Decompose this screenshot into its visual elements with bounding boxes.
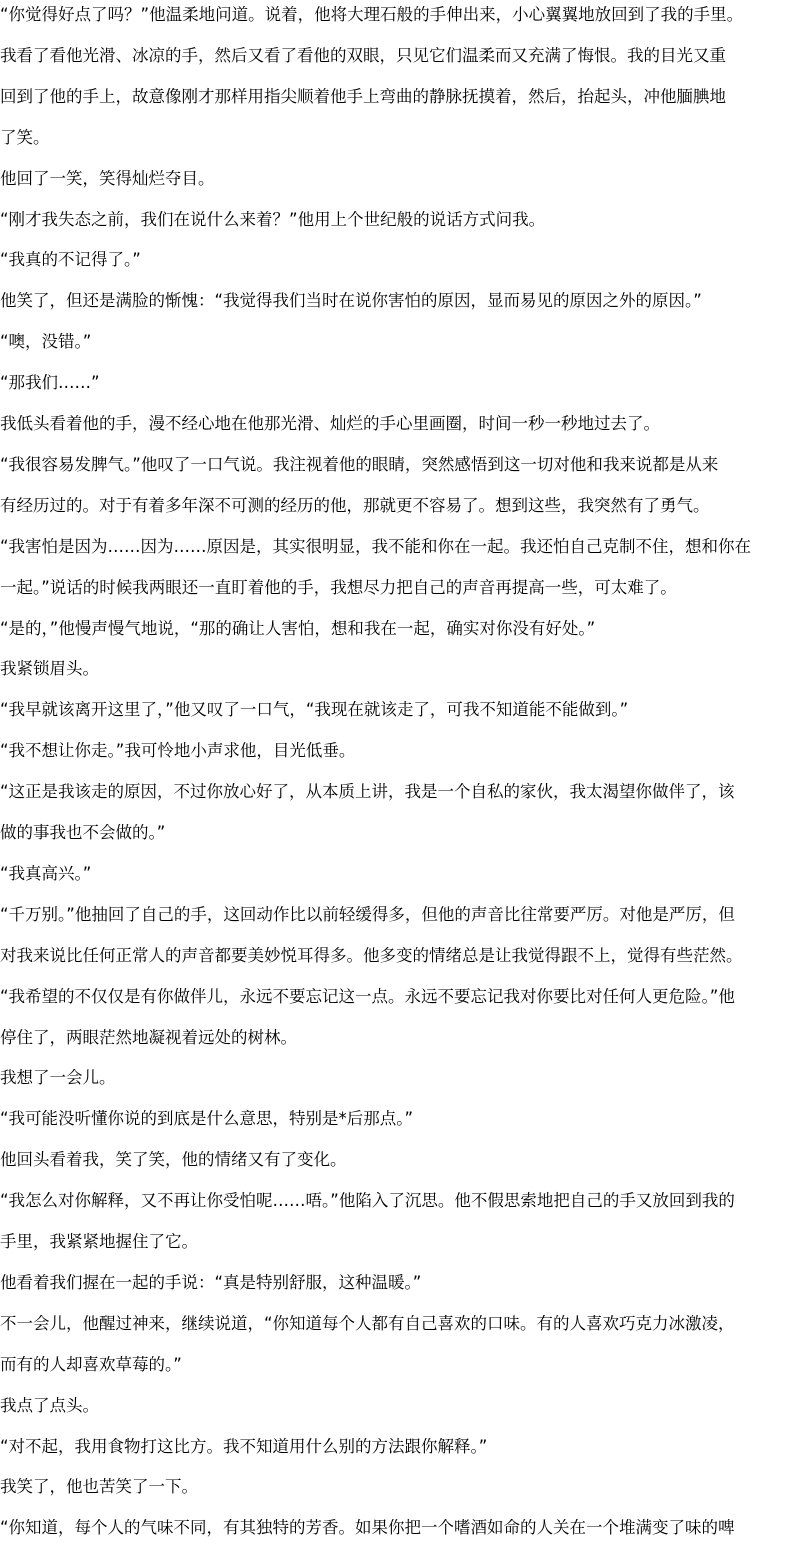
text-line: “这正是我该走的原因，不过你放心好了，从本质上讲，我是一个自私的家伙，我太渴望你做伴了，该 xyxy=(0,782,735,802)
text-line: “我早就该离开这里了，”他又叹了一口气，“我现在就该走了，可我不知道能不能做到。” xyxy=(0,700,629,720)
text-line: “那我们……” xyxy=(0,373,100,393)
text-line: “我希望的不仅仅是有你做伴儿，永远不要忘记这一点。永远不要忘记我对你要比对任何人更危险。”他 xyxy=(0,986,735,1006)
text-line: 做的事我也不会做的。” xyxy=(0,823,166,842)
text-line: 我点了点头。 xyxy=(0,1395,99,1415)
text-line: 他笑了，但还是满脸的惭愧：“我觉得我们当时在说你害怕的原因，显而易见的原因之外的原因。” xyxy=(0,291,702,311)
text-line: “噢，没错。” xyxy=(0,332,92,352)
text-line: 而有的人却喜欢草莓的。” xyxy=(0,1354,182,1374)
text-line: 他回了一笑，笑得灿烂夺目。 xyxy=(0,168,215,188)
text-line: “我可能没听懂你说的到底是什么意思，特别是*后那点。” xyxy=(0,1109,414,1129)
text-line: “刚才我失态之前，我们在说什么来着？”他用上个世纪般的说话方式问我。 xyxy=(0,209,546,229)
text-line: 我想了一会儿。 xyxy=(0,1068,116,1088)
text-line: “我真的不记得了。” xyxy=(0,250,141,270)
text-line: 一起。”说话的时候我两眼还一直盯着他的手，我想尽力把自己的声音再提高一些，可太难了。 xyxy=(0,577,677,597)
text-line: “我害怕是因为……因为……原因是，其实很明显，我不能和你在一起。我还怕自己克制不住，想和你在 xyxy=(0,536,752,556)
text-line: 对我来说比任何正常人的声音都要美妙悦耳得多。他多变的情绪总是让我觉得跟不上，觉得有些茫然。 xyxy=(0,945,743,965)
text-line: 停住了，两眼茫然地凝视着远处的树林。 xyxy=(0,1027,297,1047)
text-line: “我怎么对你解释，又不再让你受怕呢……唔。”他陷入了沉思。他不假思索地把自己的手又放回到我的 xyxy=(0,1191,735,1211)
text-line: 我紧锁眉头。 xyxy=(0,659,99,679)
text-line: “你知道，每个人的气味不同，有其独特的芳香。如果你把一个嗜酒如命的人关在一个堆满变了味的啤 xyxy=(0,1518,735,1538)
text-line: “是的，”他慢声慢气地说，“那的确让人害怕，想和我在一起，确实对你没有好处。” xyxy=(0,618,596,638)
text-line: 手里，我紧紧地握住了它。 xyxy=(0,1232,198,1251)
text-line: 回到了他的手上，故意像刚才那样用指尖顺着他手上弯曲的静脉抚摸着，然后，抬起头，冲他腼腆地 xyxy=(0,86,726,106)
text-line: 了笑。 xyxy=(0,127,50,147)
text-line: 我笑了，他也苦笑了一下。 xyxy=(0,1477,198,1497)
text-line: “对不起，我用食物打这比方。我不知道用什么别的方法跟你解释。” xyxy=(0,1436,488,1456)
text-line: “你觉得好点了吗？”他温柔地问道。说着，他将大理石般的手伸出来，小心翼翼地放回到了我的手里。 xyxy=(0,5,744,24)
text-line: 有经历过的。对于有着多年深不可测的经历的他，那就更不容易了。想到这些，我突然有了勇气。 xyxy=(0,495,710,515)
text-line: 我看了看他光滑、冰凉的手，然后又看了看他的双眼，只见它们温柔而又充满了悔恨。我的目光又重 xyxy=(0,45,726,65)
text-line: 不一会儿，他醒过神来，继续说道，“你知道每个人都有自己喜欢的口味。有的人喜欢巧克力冰激凌， xyxy=(0,1313,735,1333)
text-line: “我很容易发脾气。”他叹了一口气说。我注视着他的眼睛，突然感悟到这一切对他和我来说都是从来 xyxy=(0,454,719,474)
text-line: 他回头看着我，笑了笑，他的情绪又有了变化。 xyxy=(0,1150,347,1170)
text-line: “我不想让你走。”我可怜地小声求他，目光低垂。 xyxy=(0,741,356,761)
text-line: “千万别。”他抽回了自己的手，这回动作比以前轻缓得多，但他的声音比往常要严厉。对他是严厉，但 xyxy=(0,904,735,924)
text-line: “我真高兴。” xyxy=(0,863,92,883)
text-line: 他看着我们握在一起的手说：“真是特别舒服，这种温暖。” xyxy=(0,1272,422,1292)
text-line: 我低头看着他的手，漫不经心地在他那光滑、灿烂的手心里画圈，时间一秒一秒地过去了。 xyxy=(0,414,660,433)
